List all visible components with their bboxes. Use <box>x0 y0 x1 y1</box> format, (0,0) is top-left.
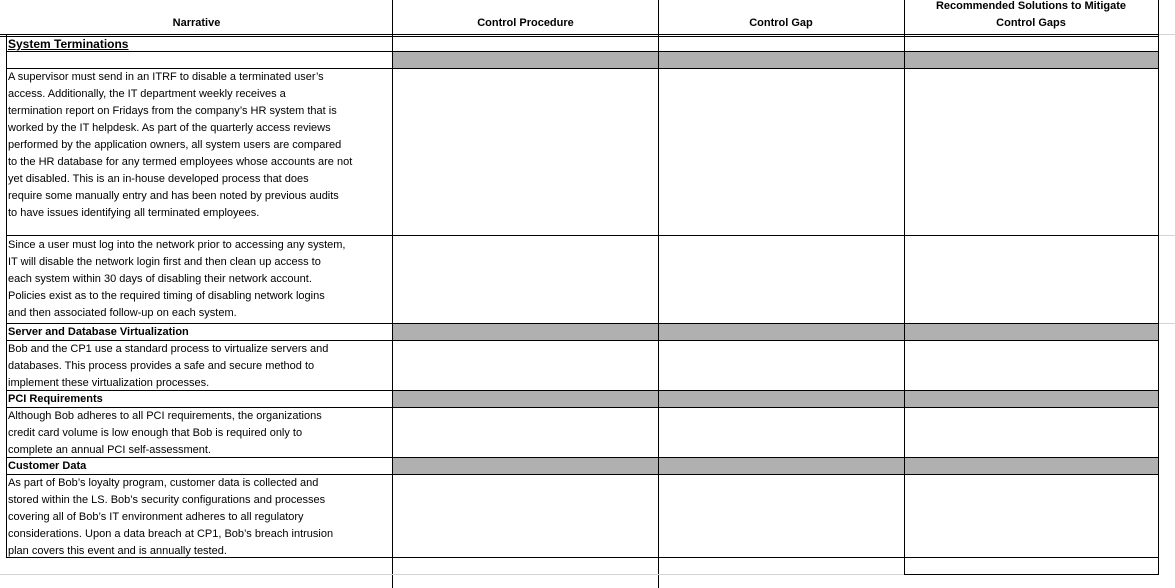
gray-separator-row <box>393 52 1158 68</box>
narrative-itrf[interactable]: A supervisor must send in an ITRF to disable a terminated user’s access. Additionally, the IT department weekly receives a termination report on Fridays from the company’s HR system that is worked by the IT helpdesk. As part of the quarterly access reviews performed by the application owners, all system users are compared to the HR database for any termed employees whose accounts are not yet disabled. This is an in-house developed process that does require some manually entry and has been noted by previous audits to have issues identifying all terminated employees. <box>8 71 353 219</box>
grid-line <box>904 0 905 575</box>
grid-line <box>6 323 1158 324</box>
grid-line <box>0 36 1158 37</box>
section-pci[interactable]: PCI Requirements <box>8 393 103 405</box>
grid-line <box>6 340 1158 341</box>
grid-line <box>6 457 1158 458</box>
grid-line <box>0 34 1158 35</box>
grid-line <box>1159 323 1175 324</box>
grid-line <box>1159 34 1175 35</box>
grid-line <box>6 390 1158 391</box>
gray-separator-row <box>393 324 1158 340</box>
narrative-customer-data[interactable]: As part of Bob’s loyalty program, customer data is collected and stored within the LS. Bob’s security configurations and processes covering all of Bob’s IT environment adheres to all regulatory considerations. Upon a data breach at CP1, Bob’s breach intrusion plan covers this event and is annually tested. <box>8 477 334 557</box>
grid-line <box>6 68 1158 69</box>
section-system-terminations[interactable]: System Terminations <box>8 37 129 51</box>
narrative-network-login[interactable]: Since a user must log into the network prior to accessing any system, IT will disable the network login first and then clean up access to each system within 30 days of disabling their network account. Policies exist as to the required timing of disabling network logins and then associated follow-up on each system. <box>8 239 346 319</box>
header-recommended-solutions[interactable]: Recommended Solutions to Mitigate Control Gaps <box>935 0 1127 29</box>
section-virtualization[interactable]: Server and Database Virtualization <box>8 326 189 338</box>
gray-separator-row <box>393 458 1158 474</box>
grid-line <box>6 474 1158 475</box>
section-customer-data[interactable]: Customer Data <box>8 460 87 472</box>
narrative-virtualization[interactable]: Bob and the CP1 use a standard process to virtualize servers and databases. This process provides a safe and secure method to implement these virtualization processes. <box>8 343 329 389</box>
grid-line <box>904 574 1159 575</box>
grid-line <box>658 0 659 588</box>
header-control-procedure[interactable]: Control Procedure <box>477 17 574 29</box>
grid-line <box>6 235 1158 236</box>
grid-line <box>1158 0 1159 575</box>
grid-line <box>0 574 904 575</box>
header-control-gap[interactable]: Control Gap <box>749 17 813 29</box>
gray-separator-row <box>393 391 1158 407</box>
grid-line <box>392 0 393 588</box>
narrative-pci[interactable]: Although Bob adheres to all PCI requirements, the organizations credit card volume is low enough that Bob is required only to complete an annual PCI self-assessment. <box>8 410 322 456</box>
grid-line <box>6 557 1158 558</box>
grid-line <box>6 35 7 558</box>
grid-line <box>6 407 1158 408</box>
grid-line <box>6 51 1158 52</box>
grid-line <box>1159 235 1175 236</box>
header-narrative[interactable]: Narrative <box>172 17 221 29</box>
